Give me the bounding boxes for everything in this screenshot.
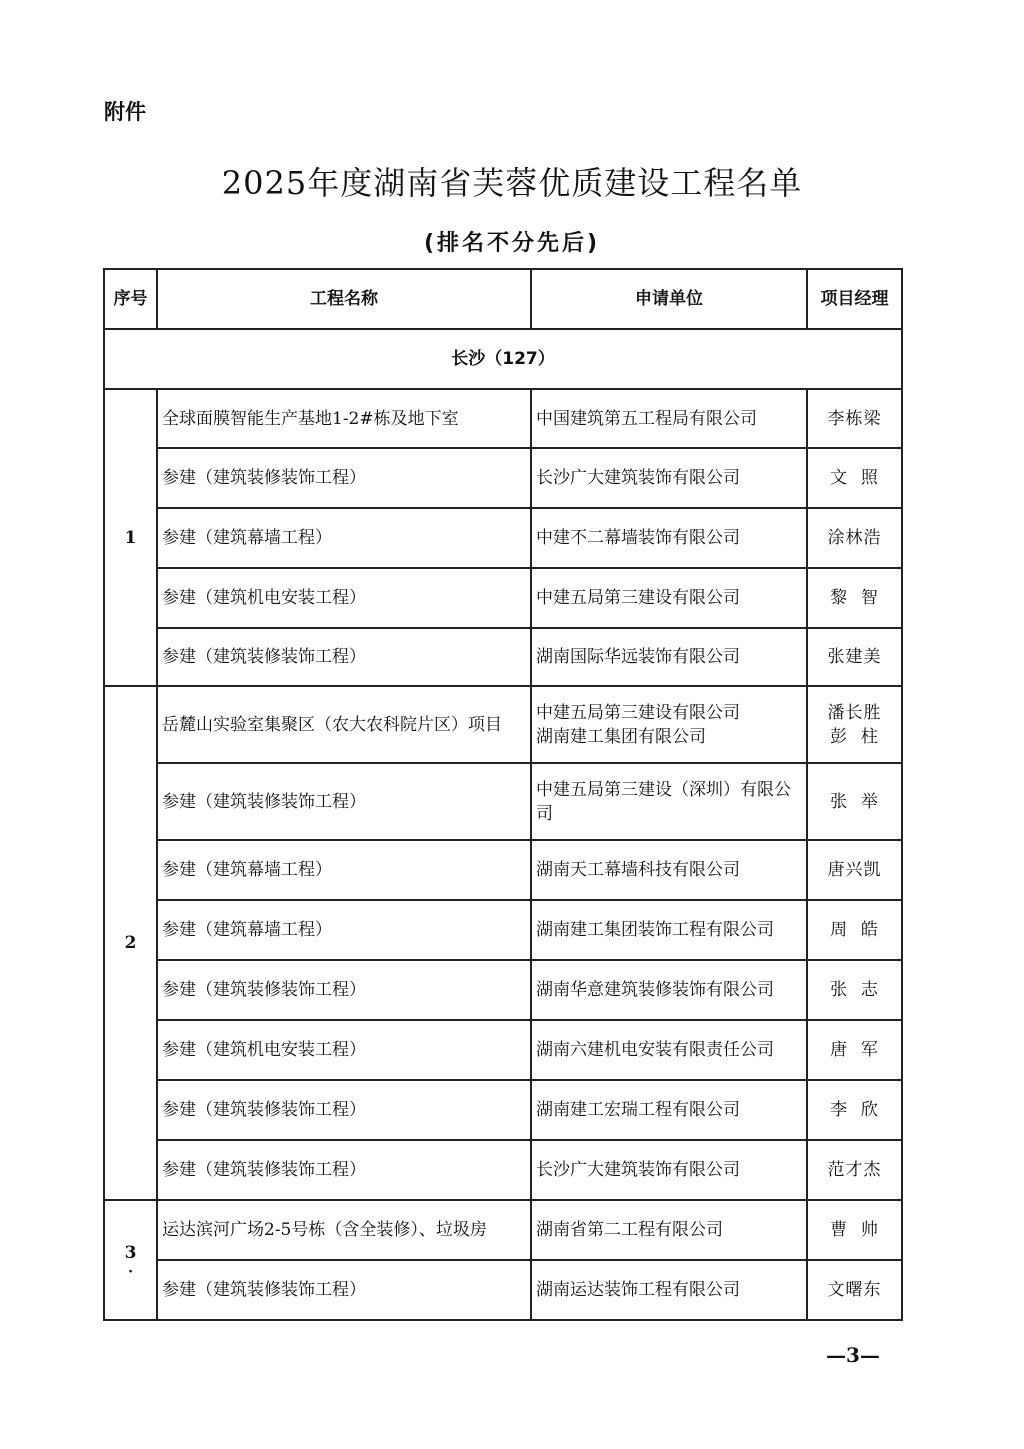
project-name-cell: 参建（建筑装修装饰工程） (157, 1260, 531, 1320)
project-name-cell: 参建（建筑幕墙工程） (157, 840, 531, 900)
manager-cell: 唐兴凯 (807, 840, 902, 900)
manager-cell: 涂林浩 (807, 508, 902, 568)
table-row (104, 686, 902, 763)
applicant-cell: 湖南六建机电安装有限责任公司 (531, 1020, 807, 1080)
applicant-cell: 长沙广大建筑装饰有限公司 (531, 448, 807, 508)
applicant-cell: 湖南建工宏瑞工程有限公司 (531, 1080, 807, 1140)
project-name-cell: 参建（建筑机电安装工程） (157, 1020, 531, 1080)
applicant-cell: 湖南华意建筑装修装饰有限公司 (531, 960, 807, 1020)
column-header-manager: 项目经理 (807, 269, 902, 329)
attachment-label: 附件 (104, 100, 146, 124)
applicant-cell: 中建不二幕墙装饰有限公司 (531, 508, 807, 568)
manager-cell: 周 皓 (807, 900, 902, 960)
table-row (104, 960, 902, 1020)
project-name-cell: 全球面膜智能生产基地1-2#栋及地下室 (157, 389, 531, 448)
table-row (104, 1260, 902, 1320)
applicant-cell: 湖南省第二工程有限公司 (531, 1200, 807, 1260)
project-name-cell: 参建（建筑幕墙工程） (157, 508, 531, 568)
manager-cell: 曹 帅 (807, 1200, 902, 1260)
project-name-cell: 参建（建筑装修装饰工程） (157, 763, 531, 840)
applicant-cell: 长沙广大建筑装饰有限公司 (531, 1140, 807, 1200)
seq-number: 3 (124, 1243, 137, 1263)
table-row (104, 900, 902, 960)
table-row (104, 1200, 902, 1260)
manager-cell: 李栋梁 (807, 389, 902, 448)
manager-line: 彭 柱 (830, 726, 879, 747)
table-row (104, 840, 902, 900)
applicant-cell: 中建五局第三建设有限公司 (531, 568, 807, 628)
applicant-line: 中建五局第三建设有限公司 (536, 702, 740, 723)
manager-cell: 范才杰 (807, 1140, 902, 1200)
manager-cell: 唐 军 (807, 1020, 902, 1080)
project-name-cell: 参建（建筑装修装饰工程） (157, 448, 531, 508)
manager-cell: 张 举 (807, 763, 902, 840)
table-row (104, 1080, 902, 1140)
project-name-cell: 参建（建筑装修装饰工程） (157, 628, 531, 686)
column-header-applicant: 申请单位 (531, 269, 807, 329)
table-row (104, 628, 902, 686)
table-row (104, 508, 902, 568)
table-row (104, 389, 902, 448)
project-name-cell: 参建（建筑机电安装工程） (157, 568, 531, 628)
applicant-cell: 湖南天工幕墙科技有限公司 (531, 840, 807, 900)
column-header-seq: 序号 (104, 269, 157, 329)
applicant-cell (531, 686, 807, 763)
project-name-cell: 参建（建筑装修装饰工程） (157, 1080, 531, 1140)
table-row (104, 1140, 902, 1200)
table-row (104, 763, 902, 840)
project-name-cell: 岳麓山实验室集聚区（农大农科院片区）项目 (157, 686, 531, 763)
manager-cell: 张 志 (807, 960, 902, 1020)
table-row (104, 448, 902, 508)
document-title: 2025年度湖南省芙蓉优质建设工程名单 (221, 164, 803, 202)
region-row (104, 329, 902, 389)
region-label: 长沙（127） (104, 329, 902, 389)
applicant-cell: 湖南运达装饰工程有限公司 (531, 1260, 807, 1320)
project-list-table (103, 268, 903, 1321)
project-name-cell: 参建（建筑装修装饰工程） (157, 1140, 531, 1200)
seq-cell: 2 (104, 686, 157, 1200)
project-name-cell: 参建（建筑幕墙工程） (157, 900, 531, 960)
table-row (104, 568, 902, 628)
manager-cell: 李 欣 (807, 1080, 902, 1140)
manager-cell: 黎 智 (807, 568, 902, 628)
table-row (104, 1020, 902, 1080)
seq-mark: · (128, 1264, 133, 1280)
project-name-cell: 参建（建筑装修装饰工程） (157, 960, 531, 1020)
manager-cell: 张建美 (807, 628, 902, 686)
applicant-cell: 湖南建工集团装饰工程有限公司 (531, 900, 807, 960)
applicant-cell: 中建五局第三建设（深圳）有限公司 (531, 763, 807, 840)
seq-cell: 1 (104, 389, 157, 686)
table-header-row (104, 269, 902, 329)
manager-cell (807, 686, 902, 763)
applicant-cell: 湖南国际华远装饰有限公司 (531, 628, 807, 686)
manager-cell: 文 照 (807, 448, 902, 508)
manager-cell: 文曙东 (807, 1260, 902, 1320)
applicant-line: 湖南建工集团有限公司 (536, 726, 706, 747)
applicant-cell: 中国建筑第五工程局有限公司 (531, 389, 807, 448)
document-subtitle: (排名不分先后) (423, 231, 601, 256)
page-number: —3— (826, 1343, 880, 1367)
column-header-project-name: 工程名称 (157, 269, 531, 329)
manager-line: 潘长胜 (827, 702, 882, 723)
project-name-cell: 运达滨河广场2-5号栋（含全装修）、垃圾房 (157, 1200, 531, 1260)
seq-cell (104, 1200, 157, 1320)
